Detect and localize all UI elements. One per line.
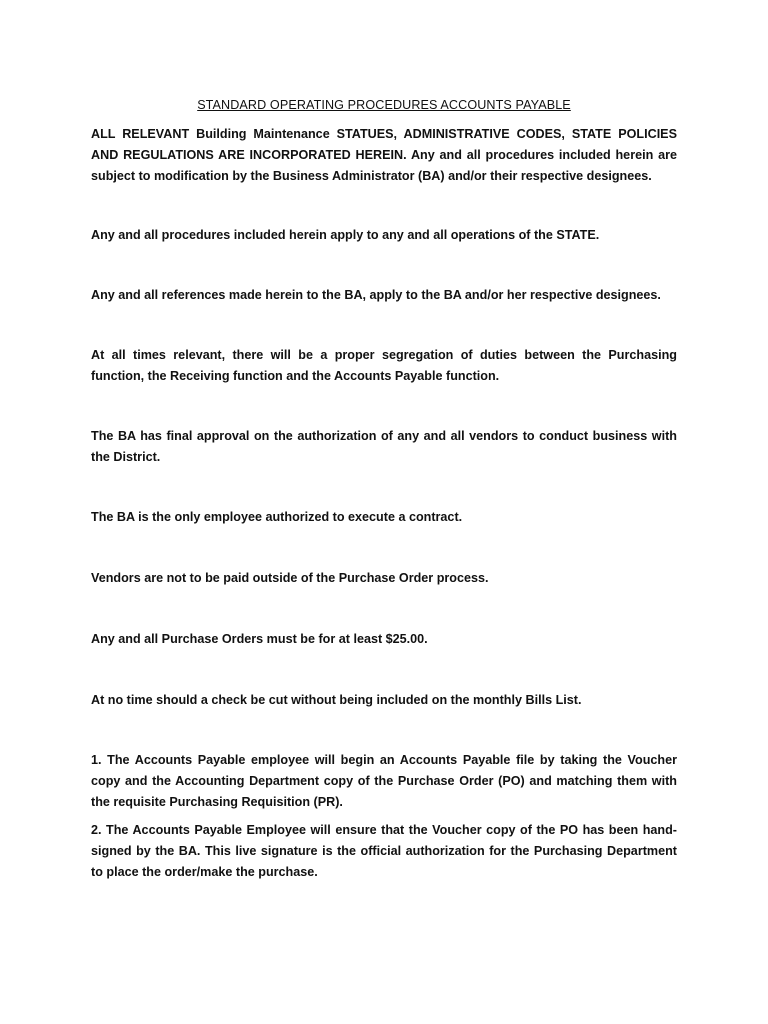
paragraph-incorporation: ALL RELEVANT Building Maintenance STATUES, ADMINISTRATIVE CODES, STATE POLICIES AND REGULATIONS ARE INCORPORATED HEREIN. Any and all procedures included herein are subject to modification by the Business Administrator (BA) and/or their respective designees. bbox=[91, 127, 677, 183]
paragraph-purchase-order-process: Vendors are not to be paid outside of the Purchase Order process. bbox=[91, 571, 489, 585]
paragraph-bills-list: At no time should a check be cut without being included on the monthly Bills List. bbox=[91, 693, 582, 707]
paragraph-contract-authority: The BA is the only employee authorized to execute a contract. bbox=[91, 510, 463, 524]
paragraph-ba-references: Any and all references made herein to the BA, apply to the BA and/or her respective designees. bbox=[91, 288, 661, 302]
paragraph-scope: Any and all procedures included herein apply to any and all operations of the STATE. bbox=[91, 228, 600, 242]
procedure-step-2: 2. The Accounts Payable Employee will ensure that the Voucher copy of the PO has been hand-signed by the BA. This live signature is the official authorization for the Purchasing Department to place the order/make the purchase. bbox=[91, 823, 677, 879]
paragraph-minimum-po-amount: Any and all Purchase Orders must be for at least $25.00. bbox=[91, 632, 428, 646]
procedure-step-1: 1. The Accounts Payable employee will begin an Accounts Payable file by taking the Voucher copy and the Accounting Department copy of the Purchase Order (PO) and matching them with the requisite Purchasing Requisition (PR). bbox=[91, 753, 677, 809]
paragraph-segregation-of-duties: At all times relevant, there will be a proper segregation of duties between the Purchasing function, the Receiving function and the Accounts Payable function. bbox=[91, 348, 677, 383]
document-body bbox=[91, 95, 677, 883]
document-title: STANDARD OPERATING PROCEDURES ACCOUNTS PAYABLE bbox=[197, 98, 571, 112]
paragraph-vendor-approval: The BA has final approval on the authorization of any and all vendors to conduct business with the District. bbox=[91, 429, 677, 464]
